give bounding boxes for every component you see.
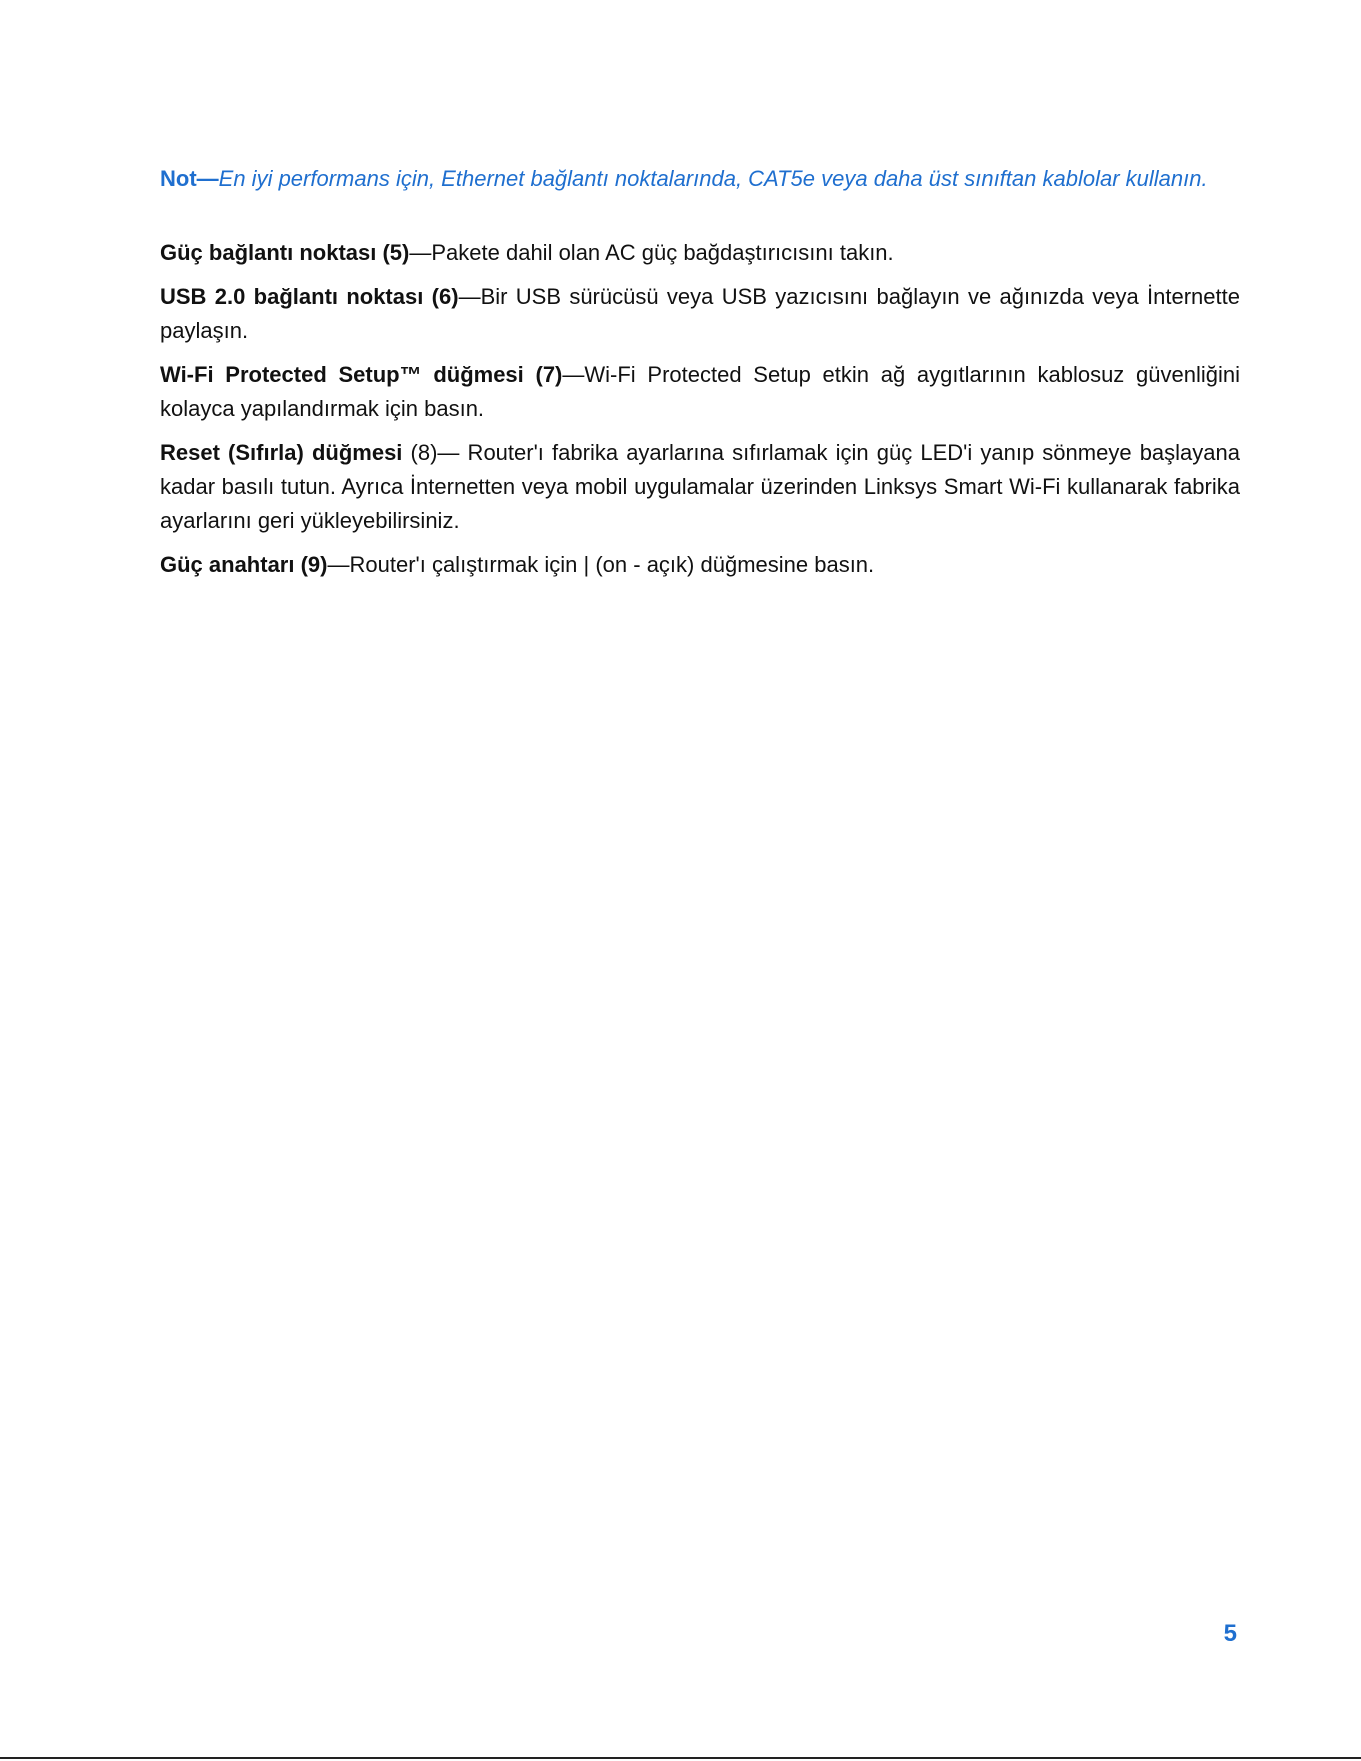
- item-description: —Wi-Fi Protected Setup etkin ağ aygıtlarının kablosuz güvenliğini kolayca yapılandırmak için basın.: [160, 362, 1240, 421]
- item-usb-port: [160, 280, 1240, 348]
- bottom-divider: [0, 1757, 1361, 1759]
- page-content: [160, 160, 1240, 592]
- item-description: —Pakete dahil olan AC güç bağdaştırıcısını takın.: [409, 240, 894, 265]
- item-description: —Router'ı çalıştırmak için | (on - açık) düğmesine basın.: [327, 552, 875, 577]
- item-description: —Bir USB sürücüsü veya USB yazıcısını bağlayın ve ağınızda veya İnternette paylaşın.: [160, 284, 1240, 343]
- item-term: Güç anahtarı (9): [160, 552, 328, 577]
- note-paragraph: [160, 160, 1240, 198]
- item-description: (8)— Router'ı fabrika ayarlarına sıfırlamak için güç LED'i yanıp sönmeye başlayana kadar basılı tutun. Ayrıca İnternetten veya mobil uygulamalar üzerinden Linksys Smart Wi-Fi kullanarak fabrika ayarlarını geri yükleyebilirsiniz.: [160, 440, 1240, 533]
- note-label: Not—: [160, 166, 219, 191]
- item-term: Güç bağlantı noktası (5): [160, 240, 410, 265]
- item-wps-button: [160, 358, 1240, 426]
- item-term: Reset (Sıfırla) düğmesi: [160, 440, 403, 465]
- note-text: En iyi performans için, Ethernet bağlantı noktalarında, CAT5e veya daha üst sınıftan kablolar kullanın.: [218, 166, 1208, 191]
- item-term: Wi-Fi Protected Setup™ düğmesi (7): [160, 362, 563, 387]
- page-number: 5: [1223, 1620, 1237, 1647]
- item-power-switch: [160, 548, 1240, 582]
- item-power-port: [160, 236, 1240, 270]
- item-reset-button: [160, 436, 1240, 538]
- item-term: USB 2.0 bağlantı noktası (6): [160, 284, 459, 309]
